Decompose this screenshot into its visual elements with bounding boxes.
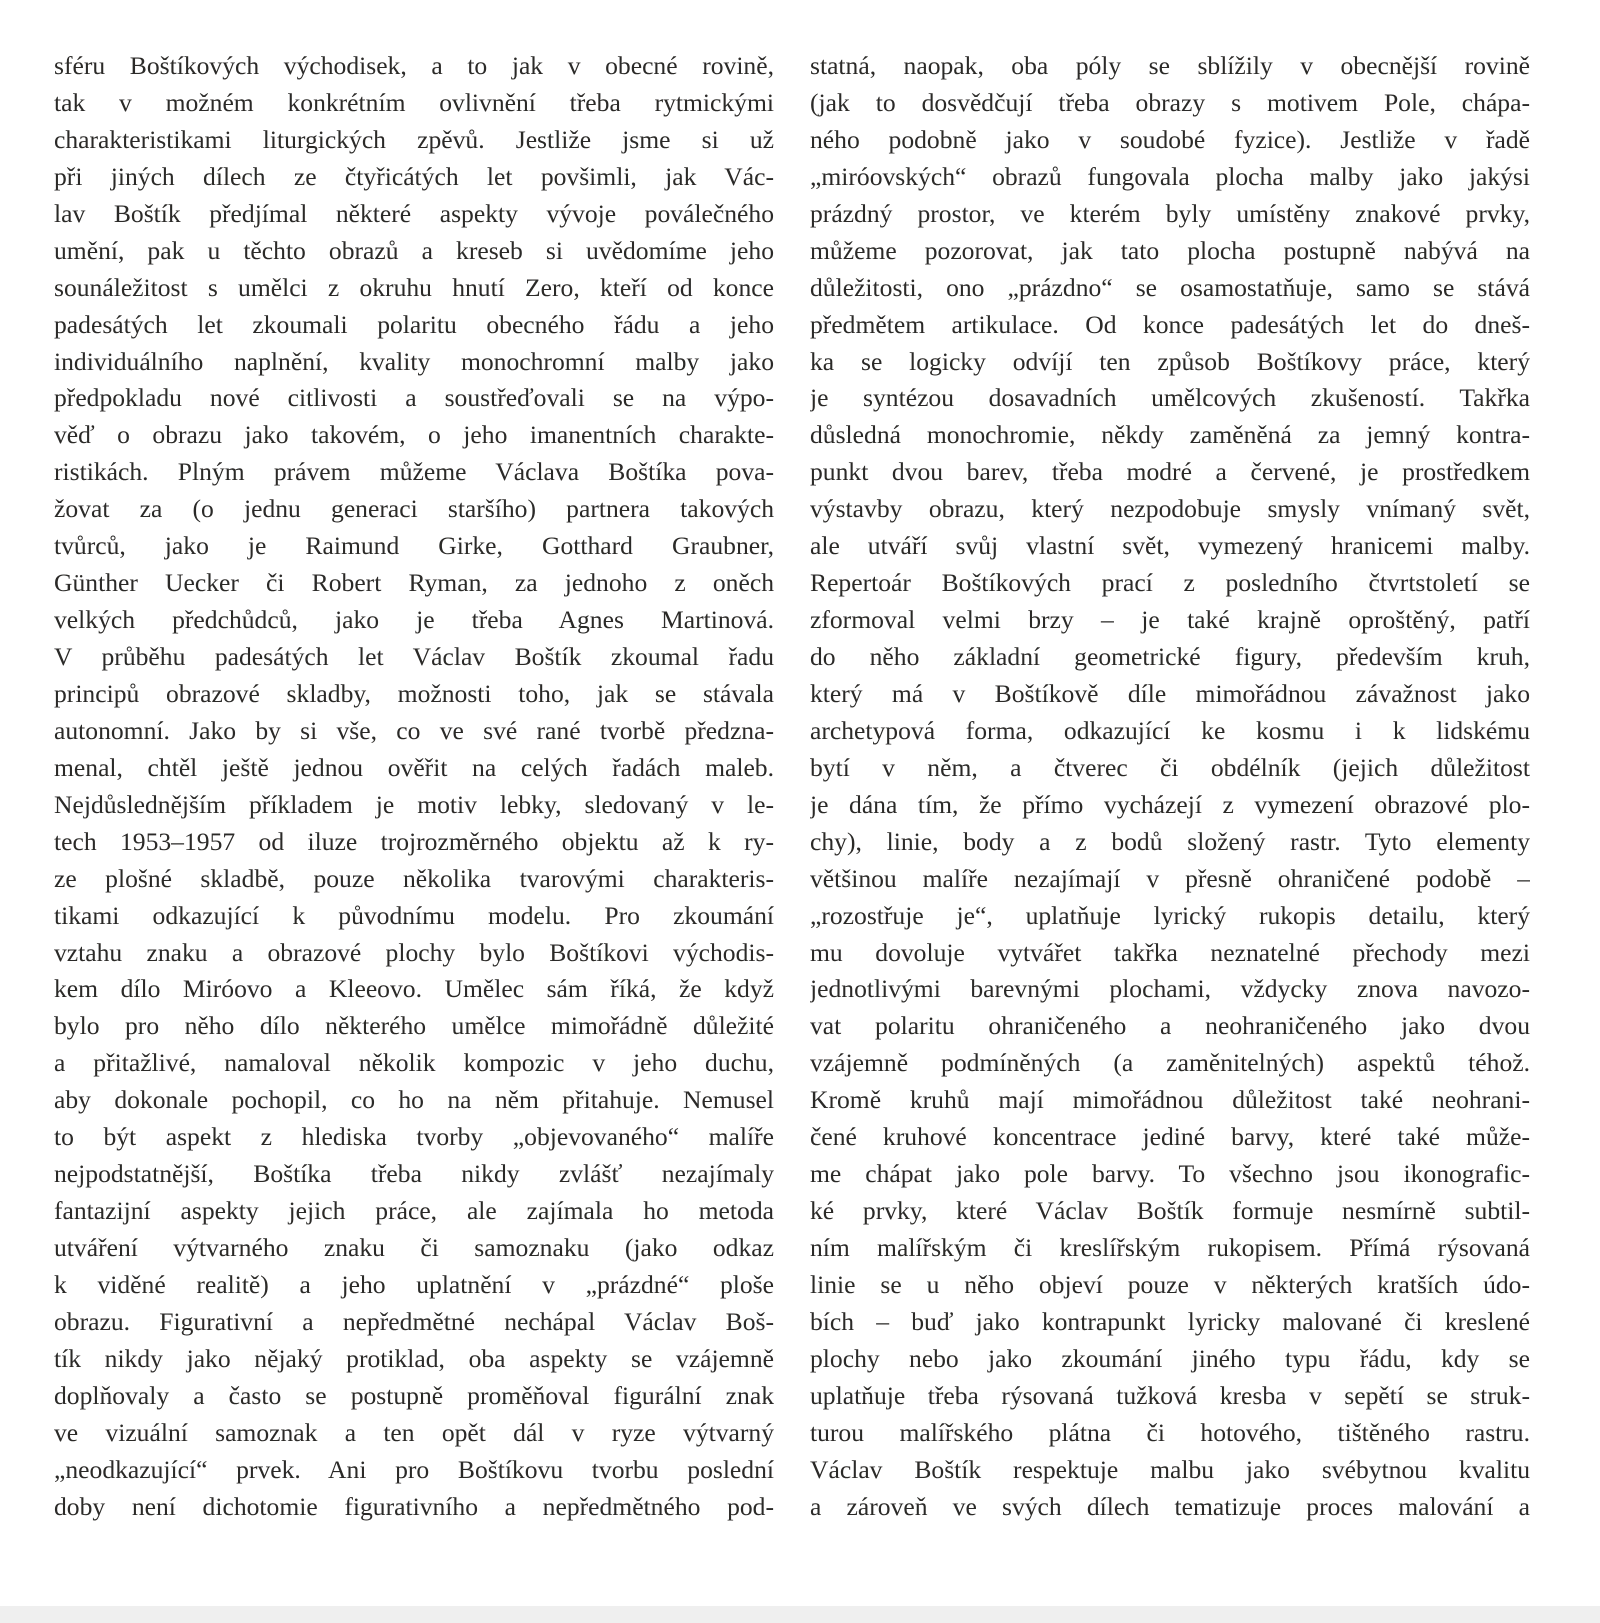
- text-line: ze plošné skladbě, pouze několika tvarovými charakteris-: [54, 863, 774, 893]
- text-column-right: [810, 48, 1530, 1526]
- text-line: „rozostřuje je“, uplatňuje lyrický rukopis detailu, který: [810, 900, 1530, 930]
- text-line: to být aspekt z hlediska tvorby „objevovaného“ malíře: [54, 1122, 774, 1152]
- text-line: tík nikdy jako nějaký protiklad, oba aspekty se vzájemně: [54, 1343, 774, 1373]
- text-line: čené kruhové koncentrace jediné barvy, které také může-: [810, 1122, 1530, 1152]
- text-line: k viděné realitě) a jeho uplatnění v „prázdné“ ploše: [54, 1269, 774, 1299]
- text-line: archetypová forma, odkazující ke kosmu i k lidskému: [810, 715, 1530, 745]
- text-line: obrazu. Figurativní a nepředmětné nechápal Václav Boš-: [54, 1306, 774, 1336]
- text-line: většinou malíře nezajímají v přesně ohraničené podobě –: [810, 863, 1530, 893]
- text-line: a přitažlivé, namaloval několik kompozic v jeho duchu,: [54, 1048, 774, 1078]
- text-line: charakteristikami liturgických zpěvů. Jestliže jsme si už: [54, 124, 774, 154]
- text-line: ka se logicky odvíjí ten způsob Boštíkovy práce, který: [810, 346, 1530, 376]
- text-line: vztahu znaku a obrazové plochy bylo Boštíkovi východis-: [54, 937, 774, 967]
- text-line: důsledná monochromie, někdy zaměněná za jemný kontra-: [810, 420, 1530, 450]
- text-line: plochy nebo jako zkoumání jiného typu řádu, kdy se: [810, 1343, 1530, 1373]
- text-line: žovat za (o jednu generaci staršího) partnera takových: [54, 494, 774, 524]
- text-line: chy), linie, body a z bodů složený rastr. Tyto elementy: [810, 826, 1530, 856]
- text-line: do něho základní geometrické figury, především kruh,: [810, 642, 1530, 671]
- text-line: doplňovaly a často se postupně proměňoval figurální znak: [54, 1380, 774, 1410]
- text-line: je syntézou dosavadních umělcových zkušeností. Takřka: [810, 383, 1530, 413]
- text-line: bylo pro něho dílo některého umělce mimořádně důležité: [54, 1011, 774, 1041]
- text-line: individuálního naplnění, kvality monochromní malby jako: [54, 346, 774, 376]
- text-line: předmětem artikulace. Od konce padesátých let do dneš-: [810, 309, 1530, 339]
- text-line: důležitosti, ono „prázdno“ se osamostatňuje, samo se stává: [810, 272, 1530, 302]
- text-line: předpokladu nové citlivosti a soustřeďovali se na výpo-: [54, 383, 774, 413]
- text-line: tech 1953–1957 od iluze trojrozměrného objektu až k ry-: [54, 826, 774, 856]
- text-line: Repertoár Boštíkových prací z posledního čtvrtstoletí se: [810, 568, 1530, 598]
- text-line: vat polaritu ohraničeného a neohraničeného jako dvou: [810, 1011, 1530, 1041]
- text-column-left: [54, 48, 774, 1526]
- text-line: Nejdůslednějším příkladem je motiv lebky, sledovaný v le-: [54, 789, 774, 819]
- text-line: bích – buď jako kontrapunkt lyricky malované či kreslené: [810, 1306, 1530, 1336]
- text-line: ve vizuální samoznak a ten opět dál v ryze výtvarný: [54, 1417, 774, 1447]
- text-line: doby není dichotomie figurativního a nepředmětného pod-: [54, 1491, 774, 1521]
- text-line: ného podobně jako v soudobé fyzice). Jestliže v řadě: [810, 124, 1530, 154]
- text-line: V průběhu padesátých let Václav Boštík zkoumal řadu: [54, 642, 774, 671]
- text-line: mu dovoluje vytvářet takřka neznatelné přechody mezi: [810, 937, 1530, 967]
- text-line: který má v Boštíkově díle mimořádnou závažnost jako: [810, 678, 1530, 708]
- text-line: vzájemně podmíněných (a zaměnitelných) aspektů téhož.: [810, 1048, 1530, 1078]
- text-line: principů obrazové skladby, možnosti toho, jak se stávala: [54, 678, 774, 708]
- text-line: kem dílo Miróovo a Kleeovo. Umělec sám říká, že když: [54, 974, 774, 1004]
- text-line: aby dokonale pochopil, co ho na něm přitahuje. Nemusel: [54, 1085, 774, 1115]
- text-line: nejpodstatnější, Boštíka třeba nikdy zvlášť nezajímaly: [54, 1159, 774, 1189]
- scan-bottom-edge: [0, 1606, 1600, 1623]
- text-line: věď o obrazu jako takovém, o jeho imanentních charakte-: [54, 420, 774, 450]
- text-line: velkých předchůdců, jako je třeba Agnes Martinová.: [54, 605, 774, 635]
- text-line: Václav Boštík respektuje malbu jako svébytnou kvalitu: [810, 1454, 1530, 1484]
- text-line: Kromě kruhů mají mimořádnou důležitost také neohrani-: [810, 1085, 1530, 1115]
- text-line: při jiných dílech ze čtyřicátých let povšimli, jak Vác-: [54, 161, 774, 191]
- text-line: utváření výtvarného znaku či samoznaku (jako odkaz: [54, 1233, 774, 1262]
- text-line: me chápat jako pole barvy. To všechno jsou ikonografic-: [810, 1159, 1530, 1189]
- text-line: uplatňuje třeba rýsovaná tužková kresba v sepětí se struk-: [810, 1380, 1530, 1410]
- text-line: sounáležitost s umělci z okruhu hnutí Zero, kteří od konce: [54, 272, 774, 302]
- text-line: můžeme pozorovat, jak tato plocha postupně nabývá na: [810, 235, 1530, 265]
- text-line: tak v možném konkrétním ovlivnění třeba rytmickými: [54, 87, 774, 117]
- text-line: menal, chtěl ještě jednou ověřit na celých řadách maleb.: [54, 752, 774, 782]
- text-line: autonomní. Jako by si vše, co ve své rané tvorbě předzna-: [54, 715, 774, 745]
- text-line: „miróovských“ obrazů fungovala plocha malby jako jakýsi: [810, 161, 1530, 191]
- text-line: a zároveň ve svých dílech tematizuje proces malování a: [810, 1491, 1530, 1521]
- text-line: fantazijní aspekty jejich práce, ale zajímala ho metoda: [54, 1196, 774, 1226]
- text-line: tvůrců, jako je Raimund Girke, Gotthard Graubner,: [54, 531, 774, 561]
- text-line: zformoval velmi brzy – je také krajně oproštěný, patří: [810, 605, 1530, 635]
- text-line: lav Boštík předjímal některé aspekty vývoje poválečného: [54, 198, 774, 228]
- text-line: ním malířským či kreslířským rukopisem. Přímá rýsovaná: [810, 1233, 1530, 1262]
- text-line: výstavby obrazu, který nezpodobuje smysly vnímaný svět,: [810, 494, 1530, 524]
- text-line: linie se u něho objeví pouze v některých kratších údo-: [810, 1269, 1530, 1299]
- text-line: punkt dvou barev, třeba modré a červené, je prostředkem: [810, 457, 1530, 487]
- text-line: umění, pak u těchto obrazů a kreseb si uvědomíme jeho: [54, 235, 774, 265]
- text-line: statná, naopak, oba póly se sblížily v obecnější rovině: [810, 51, 1530, 80]
- text-line: bytí v něm, a čtverec či obdélník (jejich důležitost: [810, 752, 1530, 782]
- text-line: tikami odkazující k původnímu modelu. Pro zkoumání: [54, 900, 774, 930]
- text-line: turou malířského plátna či hotového, tištěného rastru.: [810, 1417, 1530, 1447]
- text-line: prázdný prostor, ve kterém byly umístěny znakové prvky,: [810, 198, 1530, 228]
- text-line: ristikách. Plným právem můžeme Václava Boštíka pova-: [54, 457, 774, 487]
- text-line: Günther Uecker či Robert Ryman, za jednoho z oněch: [54, 568, 774, 598]
- text-line: ké prvky, které Václav Boštík formuje nesmírně subtil-: [810, 1196, 1530, 1226]
- text-line: (jak to dosvědčují třeba obrazy s motivem Pole, chápa-: [810, 87, 1530, 117]
- text-line: „neodkazující“ prvek. Ani pro Boštíkovu tvorbu poslední: [54, 1454, 774, 1484]
- text-line: je dána tím, že přímo vycházejí z vymezení obrazové plo-: [810, 789, 1530, 819]
- text-line: padesátých let zkoumali polaritu obecného řádu a jeho: [54, 309, 774, 339]
- text-line: jednotlivými barevnými plochami, vždycky znova navozo-: [810, 974, 1530, 1004]
- text-line: sféru Boštíkových východisek, a to jak v obecné rovině,: [54, 51, 774, 80]
- text-line: ale utváří svůj vlastní svět, vymezený hranicemi malby.: [810, 531, 1530, 561]
